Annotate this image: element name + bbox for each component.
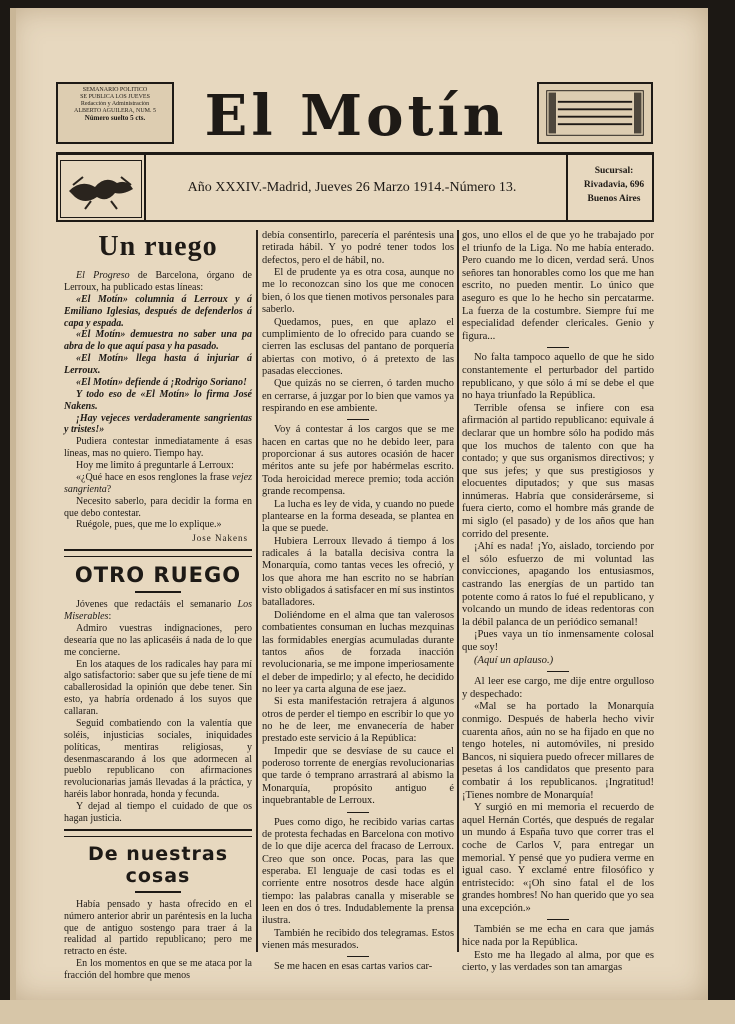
- masthead-rule-left: [56, 152, 58, 222]
- paragraph: Ruégole, pues, que me lo explique.»: [76, 519, 222, 531]
- paragraph: ¡Ahí es nada! ¡Yo, aislado, torciendo por el sólo esfuerzo de mi voluntad las convicciones, apagando los entusiasmos, castrando las energías de un partido tan potente como á ratos lo fué el republicano, y volcando un mundo de ideas redentoras con la débil palanca de un periódico semanal!: [462, 541, 654, 628]
- column-2: [262, 230, 454, 974]
- short-rule: [347, 419, 369, 420]
- masthead-divider: [566, 152, 568, 222]
- quote: Y todo eso de «El Motín» lo firma José Nakens.: [64, 388, 252, 412]
- section-divider: [64, 829, 252, 837]
- paragraph: Voy á contestar á los cargos que se me hacen en cartas que no he debido leer, para proporcionar á sus autores ocasión de hacer méritos ante su jefe por habérmelas escrito. Toda heroicidad merece premio; toda acción grande recompensa.: [262, 424, 454, 498]
- publication-name: Los Miserables: [64, 599, 252, 622]
- paragraph: Doliéndome en el alma que tan valerosos combatientes consuman en luchas mezquinas las formidables energías acumuladas durante tantos años de forzada inacción revolucionaria, se me impone imperiosamente el deber de impedirlo; y al efecto, he decidido no leer ya carta alguna de ese jaez.: [262, 609, 454, 695]
- emphasis: vejez sangrienta: [64, 471, 252, 495]
- column-3: [462, 230, 654, 975]
- paragraph-text: «¿Qué hace en esos renglones la frase: [76, 471, 232, 483]
- figure-icon: [61, 161, 141, 217]
- paragraph-text: ?: [106, 483, 112, 495]
- branch-line: Buenos Aires: [587, 194, 641, 204]
- short-rule: [547, 671, 569, 672]
- short-rule: [135, 891, 181, 893]
- branch-line: Sucursal:: [594, 166, 634, 176]
- ornament-icon: [541, 87, 649, 139]
- paragraph: La lucha es ley de vida, y cuando no puede plantearse en la forma deseada, se plantea en la que se puede.: [262, 498, 454, 535]
- paragraph: El de prudente ya es otra cosa, aunque no me lo reconozcan sino los que me conocen bien, ó los que tienen motivos personales para saberlo.: [262, 267, 454, 316]
- paragraph: [64, 599, 252, 623]
- info-line: SEMANARIO POLÍTICO: [82, 87, 148, 93]
- short-rule: [547, 347, 569, 348]
- paragraph: Si esta manifestación retrajera á algunos otros de perder el tiempo en escribir lo que yo no he de leer, me envanecería de haber prestado este servicio á la República:: [262, 696, 454, 745]
- paragraph: Necesito saberlo, para decidir la forma en que debo contestar.: [64, 495, 252, 519]
- article-heading: OTRO RUEGO: [74, 563, 242, 588]
- paragraph: Admiro vuestras indignaciones, pero desearía que no las aplicaséis á nada de lo que me concierne.: [64, 622, 252, 658]
- article-heading: Un ruego: [98, 231, 218, 262]
- info-line: Número suelto 5 cts.: [84, 115, 146, 122]
- quote: ¡Hay vejeces verdaderamente sangrientas y tristes!»: [64, 412, 252, 436]
- paragraph: Quedamos, pues, en que aplazo el cumplimiento de lo ofrecido para cuando se cierren las esclusas del pantano de porquería abiertas con motivo, ó á pretexto de las pasadas elecciones.: [262, 316, 454, 377]
- paragraph: Impedir que se desvíase de su cauce el poderoso torrente de energías revolucionarias que tarde ó temprano arrastrará al abismo la Monarquía, propósito antiguo é inquebrantable de Lerroux.: [262, 745, 454, 807]
- paragraph: Que quizás no se cierren, ó tarden mucho en cerrarse, á juzgar por lo bien que vamos ya respirando en ese ambiente.: [262, 378, 454, 415]
- paragraph: gos, uno ellos el de que yo he trabajado por el triunfo de la Liga. No me había enterado. Pero cuando me lo dicen, verdad será. Unos señores tan honorables como los que me han escrito, no pueden mentir. Lo único que aseguro es que lo he hecho sin percatarme. La fuerza de la costumbre. Siempre fuí me especialidad defender clericales. Genio y figura...: [462, 230, 654, 342]
- paragraph-text: de Barcelona, órgano de Lerroux, ha publicado estas líneas:: [64, 270, 252, 293]
- column-separator: [457, 230, 459, 952]
- paragraph: Había pensado y hasta ofrecido en el número anterior abrir un paréntesis en la lucha que de antiguo sostengo para traer á la realidad al partido republicano; pero me retracto en éste.: [64, 898, 252, 958]
- paragraph: Se me hacen en esas cartas varios car-: [274, 961, 433, 973]
- info-line: Redacción y Administración: [80, 101, 150, 107]
- column-separator: [256, 230, 258, 952]
- branch-line: Rivadavia, 696: [583, 180, 645, 190]
- masthead-info-box: [56, 82, 174, 144]
- short-rule: [347, 956, 369, 957]
- signature: Jose Nakens: [192, 533, 248, 544]
- paragraph: En los momentos en que se me ataca por la fracción del hombre que menos: [64, 958, 252, 981]
- quote: «El Motín» defiende á ¡Rodrigo Soriano!: [76, 376, 247, 388]
- info-line: ALBERTO AGUILERA, NÚM. 5: [73, 108, 157, 114]
- masthead-illustration: [60, 160, 142, 218]
- paragraph: Esto me ha llegado al alma, por que es cierto, y las verdades son tan amargas: [462, 949, 654, 974]
- short-rule: [347, 812, 369, 813]
- paragraph: Hubiera Lerroux llevado á tiempo á los radicales á la batalla decisiva contra la Monarquía, como tantas veces les ofreció, y los que ahora me han escrito no se habrían visto obligados á satisfacer en mí sus instintos batalladores.: [262, 535, 454, 609]
- paragraph: En los ataques de los radicales hay para mí algo satisfactorio: saber que su jefe tiene de mí caballerosidad la opinión que debe tener. Sin esto, ya habría ordenado á los suyos que callaran.: [64, 658, 252, 717]
- section-divider: [64, 549, 252, 557]
- paragraph: Terrible ofensa se infiere con esa afirmación al partido republicano: equivale á declarar que un hombre sólo ha podido más que los muchos de talento con que ha contado; y que sus organismos directivos; y que sus jefes; y que sus prestigiosos y elocuentes diputados; y que sus masas innúmeras. Habría que considerárseme, si fuera cierto, como el hombre más grande de mi siglo (el pasado) y de los años que han corrido del presente.: [462, 402, 654, 540]
- paragraph-text: :: [108, 611, 112, 622]
- paragraph: Y surgió en mi memoria el recuerdo de aquel Hernán Cortés, que después de regalar un mundo á España tuvo que correr tras el coche de Carlos V, para entregar un memorial. Y pensé que yo pudiera verme en igual caso. Y exclamé entre filosófico y entristecido: «¡Oh sino fatal el de los grandes hombres! No han querido que yo sea una excepción.»: [462, 802, 654, 914]
- short-rule: [135, 591, 181, 593]
- paragraph: [64, 270, 252, 294]
- quote: «El Motín» demuestra no saber una pa abra de lo que aquí pasa y ha pasado.: [64, 329, 252, 353]
- paragraph: También se me echa en cara que jamás hice nada por la República.: [462, 924, 654, 949]
- publication-name: El Progreso: [76, 270, 130, 281]
- paragraph: «Mal se ha portado la Monarquía conmigo. Después de haberla hecho vivir cuarenta años, aún no se ha fijado en que no tengo hoteles, ni automóviles, ni presido Bancos, ni siquiera puedo ofrecer millares de pesetas á los candidatos que presento para combatir á los republicanos. ¡Ingratitud! ¡Tienes nombre de Monarquía!: [462, 701, 654, 801]
- masthead-divider: [144, 152, 146, 222]
- scan-margin: [0, 1000, 735, 1024]
- column-1: [64, 230, 252, 982]
- paragraph: debía consentirlo, parecería el paréntesis una retirada hábil. Y yo podré tener todos los defectos, pero el de hábil, no.: [262, 230, 454, 266]
- short-rule: [547, 919, 569, 920]
- paragraph: Hoy me limito á preguntarle á Lerroux:: [76, 460, 234, 471]
- newspaper-title: El Motín: [204, 83, 508, 149]
- branch-address: [576, 164, 652, 206]
- quote: «El Motín» llega hasta á injuriar á Lerroux.: [64, 353, 252, 376]
- masthead-ornament-box: [537, 82, 653, 144]
- paragraph-text: Jóvenes que redactáis el semanario: [76, 599, 238, 611]
- dateline: Año XXXIV.-Madrid, Jueves 26 Marzo 1914.-Número 13.: [187, 180, 517, 195]
- paragraph: Pues como digo, he recibido varias cartas de protesta fechadas en Barcelona con motivo de lo que dije acerca del fracaso de Lerroux. Creo que son once. Pocas, para las que esperaba. El lenguaje de casi todas es el corriente entre nosotros desde hace algún tiempo: las palabras canalla y miserable se leen en dos ó tres. Indudablemente la prensa ilustra.: [262, 816, 454, 927]
- quote: «El Motín» columnia á Lerroux y á Emiliano Iglesias, después de defenderlos á capa y espada.: [64, 293, 252, 329]
- paragraph: Seguid combatiendo con la valentía que soléis, injusticias sociales, iniquidades políticas, mentiras religiosas, y desenmascarando á los que adormecen al pueblo republicano con afirmaciones revolucionarias jamás llevadas á la práctica, y haréis labor honrada, honda y fecunda.: [64, 717, 252, 801]
- article-heading: De nuestras cosas: [87, 842, 229, 887]
- info-line: SE PUBLICA LOS JUEVES: [80, 94, 150, 100]
- paragraph: Al leer ese cargo, me dije entre orgulloso y despechado:: [462, 676, 654, 700]
- paragraph: ¡Pues vaya un tío inmensamente colosal que soy!: [462, 629, 654, 653]
- paragraph: [64, 472, 252, 496]
- newspaper-page: [10, 8, 708, 1000]
- paragraph: Y dejad al tiempo el cuidado de que os hagan justicia.: [64, 801, 252, 824]
- aside: (Aquí un aplauso.): [474, 654, 554, 666]
- paragraph: También he recibido dos telegramas. Estos vienen más mesurados.: [262, 927, 454, 952]
- paragraph: No falta tampoco aquello de que he sido constantemente el perturbador del partido republicano, y que sólo á mí se debe el que no haya triunfado la República.: [462, 352, 654, 402]
- masthead-rule-right: [652, 152, 654, 222]
- page-spine: [10, 8, 16, 1000]
- paragraph: Pudiera contestar inmediatamente á esas líneas, mas no quiero. Tiempo hay.: [64, 436, 252, 460]
